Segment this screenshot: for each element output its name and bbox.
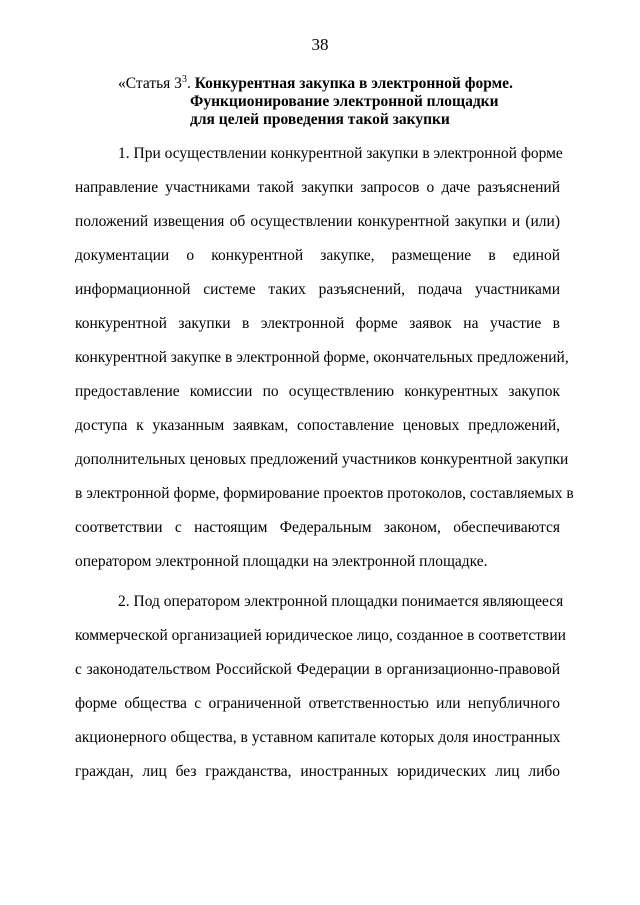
article-heading — [118, 75, 513, 129]
paragraph-line: 2. Под оператором электронной площадки понимается являющееся — [118, 593, 564, 610]
article-title-line-3: для целей проведения такой закупки — [190, 111, 450, 128]
paragraph-line: дополнительных ценовых предложений участников конкурентной закупки — [75, 451, 569, 468]
paragraph-line: доступа к указанным заявкам, сопоставление ценовых предложений, — [75, 417, 560, 434]
paragraph-line: документации о конкурентной закупке, размещение в единой — [75, 247, 560, 264]
article-title-line-1: Конкурентная закупка в электронной форме. — [194, 75, 513, 92]
page-number: 38 — [311, 35, 329, 54]
paragraph-line: оператором электронной площадки на электронной площадке. — [75, 553, 488, 570]
paragraph-line: конкурентной закупке в электронной форме, окончательных предложений, — [75, 349, 569, 366]
paragraph-line: информационной системе таких разъяснений, подача участниками — [75, 281, 560, 298]
paragraph-line: конкурентной закупки в электронной форме заявок на участие в — [75, 315, 560, 332]
article-superscript: 3 — [181, 73, 187, 85]
article-prefix — [118, 75, 191, 92]
paragraph-line: акционерного общества, в уставном капитале которых доля иностранных — [75, 729, 561, 746]
paragraph-line: граждан, лиц без гражданства, иностранных юридических лиц либо — [75, 763, 560, 780]
paragraph-line: коммерческой организацией юридическое лицо, созданное в соответствии — [75, 627, 566, 644]
article-label: «Статья 3 — [118, 75, 182, 92]
paragraph-line: положений извещения об осуществлении конкурентной закупки и (или) — [75, 213, 560, 230]
paragraph-line: в электронной форме, формирование проектов протоколов, составляемых в — [75, 485, 574, 502]
article-title-line-2: Функционирование электронной площадки — [190, 93, 499, 110]
paragraph-line: с законодательством Российской Федерации в организационно-правовой — [75, 661, 560, 678]
article-dot: . — [186, 75, 191, 92]
paragraph-line: соответствии с настоящим Федеральным законом, обеспечиваются — [75, 519, 560, 536]
paragraph-line: 1. При осуществлении конкурентной закупки в электронной форме — [118, 145, 563, 162]
paragraph-line: форме общества с ограниченной ответственностью или непубличного — [75, 695, 560, 712]
paragraph-line: направление участниками такой закупки запросов о даче разъяснений — [75, 179, 560, 196]
paragraph-line: предоставление комиссии по осуществлению конкурентных закупок — [75, 383, 560, 400]
